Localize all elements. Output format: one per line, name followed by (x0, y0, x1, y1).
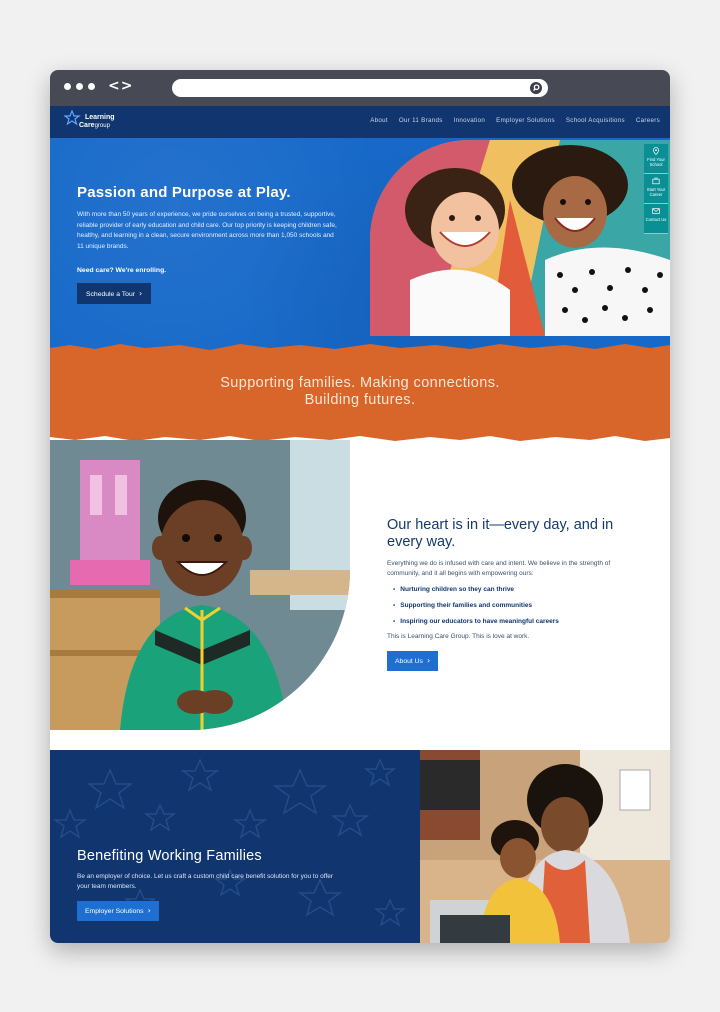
nav-our-brands[interactable]: Our 11 Brands (398, 117, 443, 124)
browser-toolbar (50, 70, 670, 106)
map-pin-icon (652, 147, 660, 155)
tagline-line-1: Supporting families. Making connections. (220, 375, 500, 391)
nav-innovation[interactable]: Innovation (453, 117, 486, 124)
hero-description: With more than 50 years of experience, we pride ourselves on being a trusted, supportive, reliable provider of early education and child care. Our top priority is keeping children safe, healthy, and learning in a clean, secure environment across more than 1,050 schools and 11 unique brands. (77, 211, 337, 250)
hero-photo-girls (370, 140, 670, 336)
find-your-school-tab[interactable] (644, 144, 668, 174)
tagline-line-2: Building futures. (304, 392, 416, 408)
window-dot-icon[interactable] (64, 83, 71, 90)
search-icon[interactable] (530, 82, 542, 94)
families-body: Be an employer of choice. Let us craft a custom child care benefit solution for you to offer your team members. (77, 873, 334, 891)
browser-window (50, 70, 670, 943)
list-item: • Inspiring our educators to have meaningful careers (393, 614, 559, 630)
window-controls (64, 83, 95, 90)
contact-us-tab[interactable] (644, 204, 668, 234)
briefcase-icon (652, 177, 660, 185)
nav-careers[interactable]: Careers (635, 117, 660, 124)
learning-care-group-logo[interactable] (64, 110, 120, 134)
button-label: About Us (395, 658, 423, 665)
chevron-right-icon: › (139, 289, 143, 298)
nav-school-acquisitions[interactable]: School Acquisitions (565, 117, 625, 124)
address-bar[interactable] (172, 79, 548, 97)
chevron-right-icon: › (147, 906, 151, 915)
about-us-button[interactable] (387, 651, 438, 671)
enrolling-note: Need care? We're enrolling. (77, 267, 167, 274)
logo-text-care: Care (79, 122, 95, 129)
tagline (50, 375, 670, 409)
window-dot-icon[interactable] (88, 83, 95, 90)
nav-employer-solutions[interactable]: Employer Solutions (496, 117, 555, 124)
window-dot-icon[interactable] (76, 83, 83, 90)
button-label: Schedule a Tour (86, 291, 135, 298)
nav-about[interactable]: About (370, 117, 388, 124)
smiling-boy-photo (50, 440, 350, 730)
list-item: • Supporting their families and communities (393, 598, 559, 614)
employer-solutions-button[interactable] (77, 901, 159, 921)
logo-text (79, 122, 110, 129)
values-list (393, 582, 559, 630)
floating-side-tabs (644, 144, 668, 234)
heart-section-closing: This is Learning Care Group. This is love at work. (387, 633, 530, 640)
logo-text: Learning (85, 114, 115, 121)
sidetab-label: Contact Us (645, 217, 667, 222)
heart-section-title: Our heart is in it—every day, and in every way. (387, 517, 614, 550)
schedule-tour-button[interactable] (77, 283, 151, 304)
heart-section-body: Everything we do is infused with care and intent. We believe in the strength of community, and it all begins with empowering ours: (387, 560, 611, 578)
back-forward-icon[interactable]: <> (108, 78, 134, 94)
main-nav (370, 117, 660, 124)
start-your-career-tab[interactable] (644, 174, 668, 204)
mail-icon (652, 207, 660, 215)
logo-text-group: group (94, 123, 110, 129)
sidetab-label: Start Your Career (646, 187, 666, 197)
chevron-right-icon: › (426, 656, 431, 665)
hero-title: Passion and Purpose at Play. (77, 184, 291, 201)
list-item: • Nurturing children so they can thrive (393, 582, 559, 598)
families-title: Benefiting Working Families (77, 848, 262, 864)
mother-daughter-photo (420, 750, 670, 943)
site-header (50, 106, 670, 138)
sidetab-label: Find Your School (647, 157, 665, 167)
button-label: Employer Solutions (85, 908, 144, 915)
